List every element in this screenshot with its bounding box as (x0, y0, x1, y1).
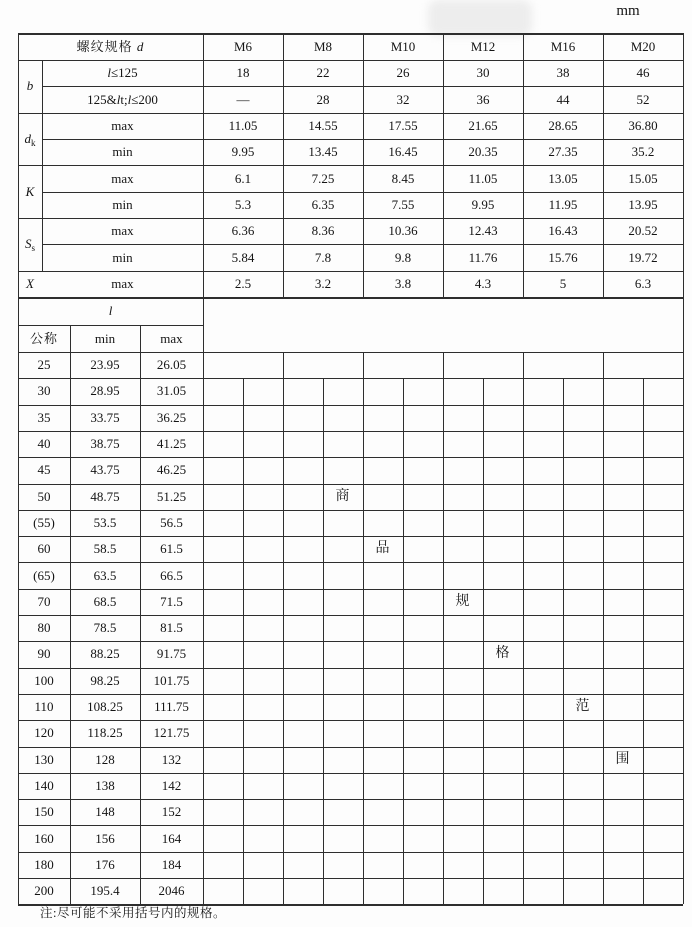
table-top-border (18, 33, 683, 35)
range-grid-char: 围 (615, 751, 631, 767)
length-max: 164 (161, 830, 182, 846)
length-col-header-0: 公称 (29, 330, 58, 346)
range-grid-char: 规 (455, 593, 471, 609)
table-line (18, 484, 683, 485)
dim-value: 19.72 (628, 249, 658, 265)
dim-value: 7.8 (314, 249, 332, 265)
dim-value: 5.3 (234, 196, 252, 212)
length-nominal: 160 (34, 830, 54, 846)
dim-value: 6.3 (634, 275, 652, 291)
dim-value: 16.43 (548, 223, 578, 239)
length-max: 56.5 (160, 514, 183, 530)
dim-value: 38 (556, 65, 570, 81)
table-right-border (683, 33, 684, 904)
length-min: 58.5 (93, 541, 117, 557)
dim-value: 5 (559, 275, 567, 291)
spec-header: 螺纹规格 d (76, 38, 145, 54)
length-nominal: 150 (34, 804, 54, 820)
dim-value: 4.3 (474, 275, 492, 291)
size-col-header: M20 (630, 38, 656, 54)
size-col-header: M16 (550, 38, 576, 54)
grid-subcolumn-line (643, 378, 644, 904)
length-nominal: 25 (37, 357, 51, 373)
table-line (18, 378, 683, 379)
length-max: 41.25 (156, 436, 187, 452)
length-max: 51.25 (156, 488, 187, 504)
size-col-header: M6 (233, 38, 253, 54)
grid-subcolumn-line (483, 378, 484, 904)
dim-value: 36 (476, 91, 490, 107)
length-min: 128 (95, 751, 115, 767)
dim-value: 13.45 (308, 144, 338, 160)
table-line (18, 852, 683, 853)
length-min: 68.5 (93, 593, 117, 609)
scan-smudge-artifact (428, 0, 532, 36)
length-min: 156 (95, 830, 115, 846)
length-nominal: 35 (37, 409, 51, 425)
table-line (18, 113, 683, 114)
table-line (18, 878, 683, 879)
table-line (18, 165, 683, 166)
length-max: 71.5 (160, 593, 183, 609)
table-line (18, 589, 683, 590)
length-min: 38.75 (90, 436, 120, 452)
table-line (363, 352, 364, 904)
dim-value: 6.36 (231, 223, 255, 239)
size-col-header: M8 (313, 38, 333, 54)
length-min: 78.5 (93, 620, 117, 636)
length-min: 33.75 (90, 409, 120, 425)
sub-label: min (112, 144, 133, 160)
dim-value: 8.45 (391, 170, 415, 186)
length-max: 81.5 (160, 620, 183, 636)
dim-value: 3.8 (394, 275, 412, 291)
table-line (523, 352, 524, 904)
length-min: 148 (95, 804, 115, 820)
dim-value: 46 (636, 65, 650, 81)
table-line (18, 297, 683, 299)
length-col-header-2: max (160, 330, 183, 346)
dim-value: 11.76 (468, 249, 498, 265)
length-min: 23.95 (90, 357, 120, 373)
table-line (18, 60, 683, 61)
table-line (18, 510, 683, 511)
dim-value: 32 (396, 91, 410, 107)
length-nominal: 140 (34, 777, 54, 793)
dim-value: 13.95 (628, 196, 658, 212)
range-grid-char: 商 (335, 488, 351, 504)
length-nominal: (55) (33, 514, 55, 530)
length-max: 36.25 (156, 409, 187, 425)
length-min: 98.25 (90, 672, 120, 688)
length-max: 184 (161, 856, 182, 872)
dim-value: 12.43 (468, 223, 498, 239)
size-col-header: M12 (470, 38, 496, 54)
length-max: 46.25 (156, 462, 187, 478)
table-line (18, 218, 683, 219)
sub-label: max (111, 117, 134, 133)
length-max: 2046 (158, 883, 185, 899)
dim-value: 27.35 (548, 144, 578, 160)
dim-value: 11.95 (548, 196, 578, 212)
table-line (18, 536, 683, 537)
length-nominal: 80 (37, 620, 51, 636)
group-label-K: K (25, 183, 35, 199)
length-nominal: 30 (37, 383, 51, 399)
length-nominal: 180 (34, 856, 54, 872)
table-line (603, 352, 604, 904)
table-line (18, 825, 683, 826)
length-max: 132 (161, 751, 182, 767)
dim-value: 16.45 (388, 144, 418, 160)
dim-value: 44 (556, 91, 570, 107)
grid-subcolumn-line (563, 378, 564, 904)
length-min: 28.95 (90, 383, 120, 399)
dim-value: 28 (316, 91, 330, 107)
length-nominal: 40 (37, 436, 51, 452)
dim-value: 22 (316, 65, 330, 81)
dim-value: 3.2 (314, 275, 332, 291)
dim-value: 9.95 (231, 144, 255, 160)
length-max: 31.05 (156, 383, 187, 399)
dim-value: 35.2 (631, 144, 655, 160)
length-max: 121.75 (153, 725, 190, 741)
sub-label: max (111, 275, 134, 291)
table-line (18, 457, 683, 458)
dim-value: 6.1 (234, 170, 252, 186)
dim-value: 7.25 (311, 170, 335, 186)
length-max: 91.75 (156, 646, 187, 662)
table-line (18, 799, 683, 800)
dim-value: 36.80 (628, 117, 658, 133)
dim-value: 13.05 (548, 170, 578, 186)
sub-label: min (112, 249, 133, 265)
dim-value: 30 (476, 65, 490, 81)
length-nominal: 45 (37, 462, 51, 478)
table-line (18, 615, 683, 616)
grid-subcolumn-line (243, 378, 244, 904)
length-max: 142 (161, 777, 182, 793)
size-col-header: M10 (390, 38, 416, 54)
table-line (18, 352, 683, 353)
sub-label: min (112, 196, 133, 212)
table-line (18, 720, 683, 721)
length-nominal: 50 (37, 488, 51, 504)
table-line (18, 773, 683, 774)
length-min: 138 (95, 777, 115, 793)
length-nominal: 60 (37, 541, 51, 557)
group-label-X: X (26, 275, 34, 291)
dim-value: 14.55 (308, 117, 338, 133)
table-line (18, 405, 683, 406)
length-nominal: 70 (37, 593, 51, 609)
length-nominal: 120 (34, 725, 54, 741)
table-line (18, 668, 683, 669)
table-line (18, 431, 683, 432)
length-min: 48.75 (90, 488, 120, 504)
dim-value: 6.35 (311, 196, 335, 212)
dim-value: 52 (636, 91, 650, 107)
length-max: 61.5 (160, 541, 183, 557)
table-line (18, 747, 683, 748)
length-max: 101.75 (153, 672, 190, 688)
sub-label: 125&lt;l≤200 (87, 91, 158, 107)
length-min: 43.75 (90, 462, 120, 478)
length-nominal: 200 (34, 883, 54, 899)
unit-label: mm (616, 3, 640, 19)
group-label-S: $S_s$ (24, 236, 35, 254)
sub-label: l≤125 (107, 65, 138, 81)
table-line (18, 694, 683, 695)
dim-value: 20.35 (468, 144, 498, 160)
sub-label: max (111, 170, 134, 186)
dim-value: 7.55 (391, 196, 415, 212)
dim-value: 17.55 (388, 117, 418, 133)
range-grid-char: 品 (375, 541, 391, 557)
length-nominal: 110 (34, 699, 54, 715)
length-min: 88.25 (90, 646, 120, 662)
dim-value: 20.52 (628, 223, 658, 239)
dim-value: 11.05 (228, 117, 258, 133)
group-label-d: $d_k$ (24, 131, 36, 148)
table-line (42, 60, 43, 271)
table-line (18, 325, 203, 326)
dim-value: 15.76 (548, 249, 578, 265)
length-col-header-1: min (94, 330, 116, 346)
dim-value: 10.36 (388, 223, 418, 239)
length-nominal: 100 (34, 672, 54, 688)
length-header-symbol: l (108, 303, 113, 318)
length-min: 195.4 (90, 883, 120, 899)
length-min: 53.5 (93, 514, 117, 530)
length-nominal: 130 (34, 751, 54, 767)
sub-label: max (111, 223, 134, 239)
dim-value: 8.36 (311, 223, 335, 239)
table-line (18, 562, 683, 563)
table-line (443, 352, 444, 904)
length-nominal: 90 (37, 646, 51, 662)
range-grid-char: 范 (575, 699, 591, 715)
length-min: 118.25 (87, 725, 123, 741)
length-min: 176 (95, 856, 115, 872)
dim-value: 18 (236, 65, 250, 81)
length-min: 63.5 (93, 567, 117, 583)
dim-value: 15.05 (628, 170, 658, 186)
length-max: 152 (161, 804, 182, 820)
dim-value: 11.05 (468, 170, 498, 186)
dim-value: 9.95 (471, 196, 495, 212)
dim-value: 9.8 (394, 249, 412, 265)
grid-subcolumn-line (403, 378, 404, 904)
length-max: 66.5 (160, 567, 183, 583)
table-line (283, 352, 284, 904)
length-nominal: (65) (33, 567, 55, 583)
table-line (18, 271, 683, 272)
dim-value: — (236, 91, 250, 107)
note-text: 注:尽可能不采用括号内的规格。 (40, 906, 226, 920)
group-label-b: b (26, 78, 34, 94)
length-min: 108.25 (87, 699, 123, 715)
dim-value: 2.5 (234, 275, 252, 291)
dim-value: 5.84 (231, 249, 255, 265)
dim-value: 21.65 (468, 117, 498, 133)
length-max: 26.05 (156, 357, 187, 373)
range-grid-char: 格 (495, 646, 511, 662)
dim-value: 26 (396, 65, 410, 81)
table-line (18, 641, 683, 642)
grid-subcolumn-line (323, 378, 324, 904)
length-max: 111.75 (154, 699, 189, 715)
dim-value: 28.65 (548, 117, 578, 133)
